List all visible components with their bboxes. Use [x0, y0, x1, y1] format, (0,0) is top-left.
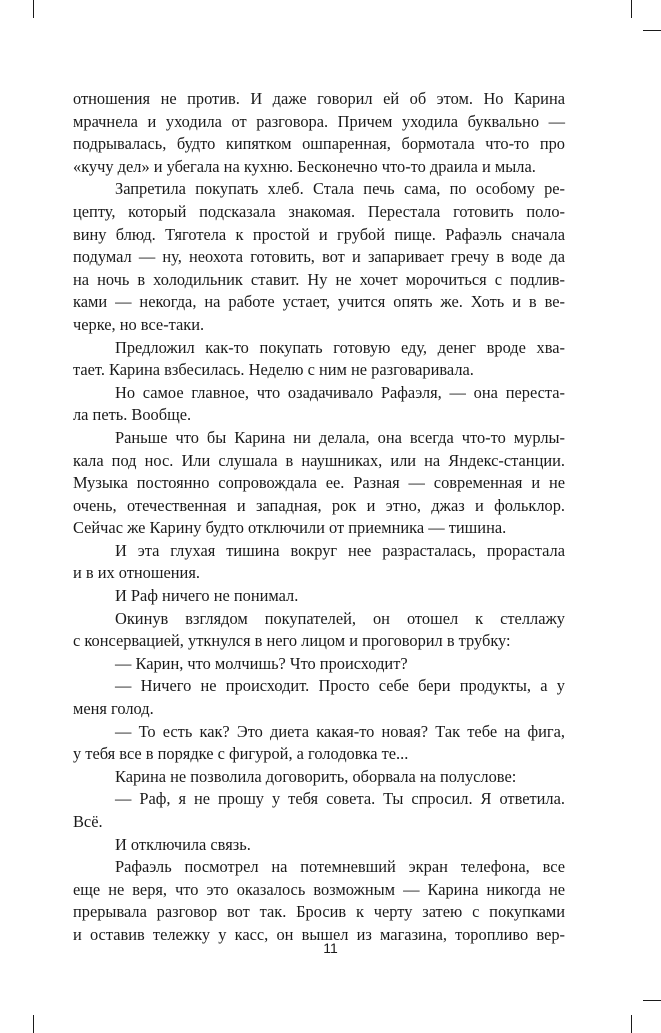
text-line: — Карин, что молчишь? Что происходит?	[115, 653, 408, 673]
text-line: И Раф ничего не понимал.	[115, 586, 299, 606]
text-line: ками — некогда, на работе устает, учится опять же. Хоть и в ве-	[73, 292, 565, 312]
text-line: отношения не против. И даже говорил ей об этом. Но Карина	[73, 89, 565, 108]
body-text	[73, 88, 565, 947]
text-line: с консервацией, уткнулся в него лицом и проговорил в трубку:	[73, 631, 511, 651]
text-line: подумал — ну, неохота готовить, вот и запаривает гречу в воде да	[73, 247, 565, 267]
crop-mark-bottom-left	[33, 1015, 34, 1033]
text-line: тает. Карина взбесилась. Неделю с ним не разговаривала.	[73, 360, 474, 380]
text-line: и оставив тележку у касс, он вышел из магазина, торопливо вер-	[73, 924, 565, 944]
text-line: подрывалась, будто кипятком ошпаренная, бормотала что-то про	[73, 134, 565, 154]
text-line: на ночь в холодильник ставит. Ну не хочет морочиться с подлив-	[73, 269, 565, 289]
text-line: Карина не позволила договорить, оборвала на полуслове:	[115, 766, 517, 786]
text-line: — Ничего не происходит. Просто себе бери продукты, а у	[115, 676, 565, 696]
text-line: вину блюд. Тяготела к простой и грубой пище. Рафаэль сначала	[73, 224, 565, 244]
text-line: Всё.	[73, 812, 103, 831]
crop-mark-bottom-right	[631, 1015, 632, 1033]
text-line: и в их отношения.	[73, 563, 200, 583]
text-line: ла петь. Вообще.	[73, 405, 192, 425]
text-line: — То есть как? Это диета какая-то новая? Так тебе на фига,	[115, 721, 565, 741]
text-line: И отключила связь.	[115, 834, 251, 854]
crop-mark-top-left	[33, 0, 34, 18]
crop-mark-top-right	[631, 0, 632, 18]
text-line: «кучу дел» и убегала на кухню. Бесконечно что-то драила и мыла.	[73, 156, 536, 176]
text-line: Но самое главное, что озадачивало Рафаэля, — она переста-	[115, 382, 565, 402]
text-line: черке, но все-таки.	[73, 314, 205, 334]
crop-mark-right-upper	[643, 30, 661, 31]
text-line: еще не веря, что это оказалось возможным — Карина никогда не	[73, 879, 565, 899]
text-line: кала под нос. Или слушала в наушниках, или на Яндекс-станции.	[73, 450, 565, 470]
text-line: меня голод.	[73, 699, 154, 719]
text-line: Сейчас же Карину будто отключили от приемника — тишина.	[73, 518, 507, 538]
text-line: И эта глухая тишина вокруг нее разрасталась, прорастала	[115, 540, 565, 560]
page-number: 11	[323, 940, 338, 956]
text-line: у тебя все в порядке с фигурой, а голодовка те...	[73, 744, 409, 764]
text-line: — Раф, я не прошу у тебя совета. Ты спросил. Я ответила.	[115, 789, 565, 809]
text-line: прерывала разговор вот так. Бросив к черту затею с покупками	[73, 902, 565, 922]
text-line: мрачнела и уходила от разговора. Причем уходила буквально —	[73, 111, 565, 131]
text-line: очень, отечественная и западная, рок и этно, джаз и фольклор.	[73, 495, 565, 515]
crop-mark-right-lower	[643, 1000, 661, 1001]
text-line: Окинув взглядом покупателей, он отошел к стеллажу	[115, 608, 565, 628]
text-line: Запретила покупать хлеб. Стала печь сама, по особому ре-	[115, 179, 565, 199]
text-line: цепту, который подсказала знакомая. Перестала готовить поло-	[73, 201, 565, 221]
text-line: Раньше что бы Карина ни делала, она всегда что-то мурлы-	[115, 427, 565, 447]
text-line: Музыка постоянно сопровождала ее. Разная — современная и не	[73, 473, 565, 493]
text-line: Рафаэль посмотрел на потемневший экран телефона, все	[115, 857, 565, 877]
text-line: Предложил как-то покупать готовую еду, денег вроде хва-	[115, 337, 565, 357]
